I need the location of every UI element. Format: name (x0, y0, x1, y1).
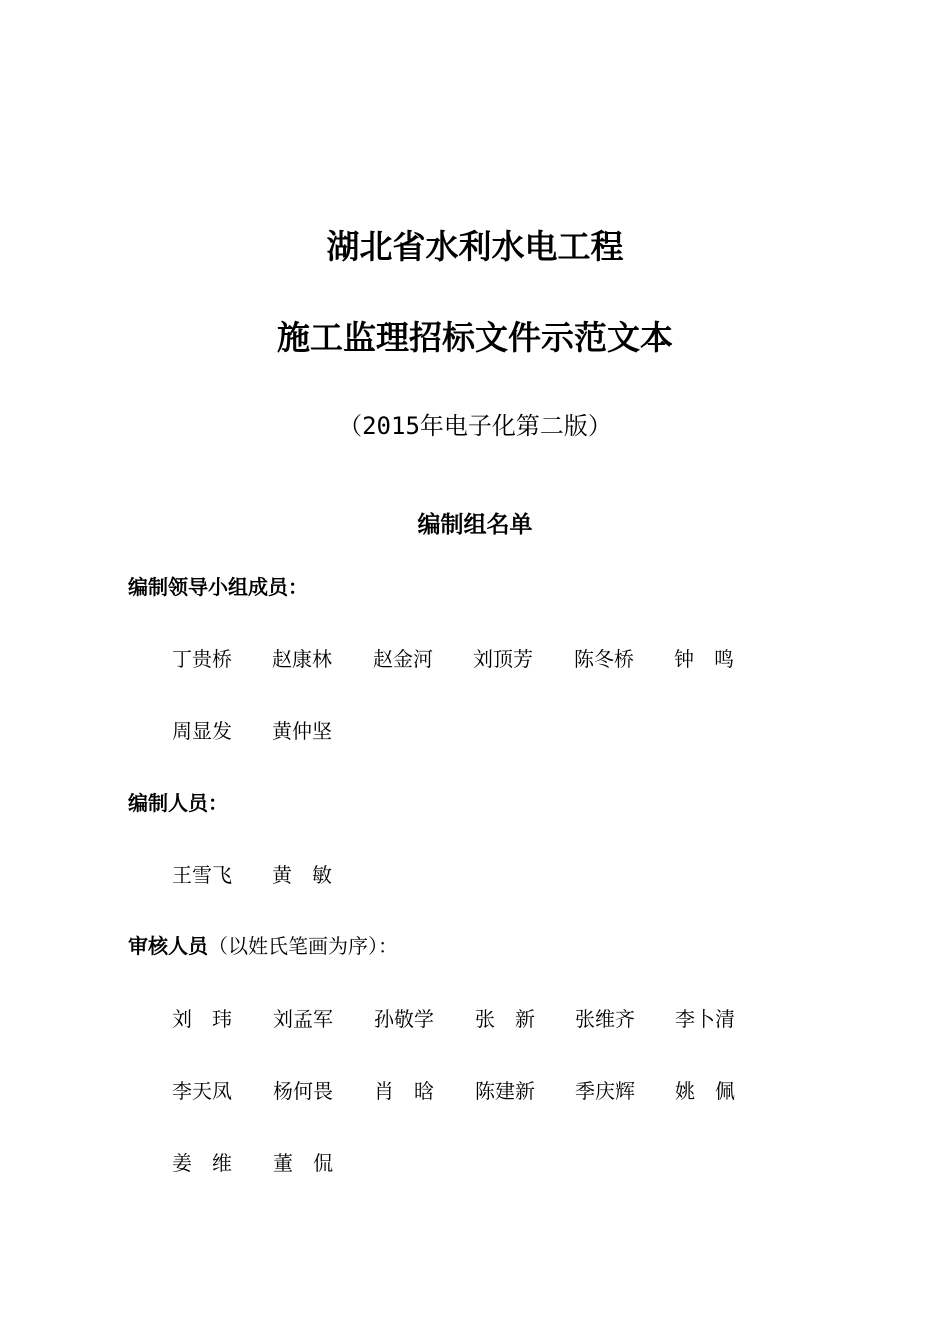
group-label-reviewers (128, 932, 398, 960)
member-name: 孙敬学 (374, 1007, 434, 1031)
member-name: 刘孟军 (273, 1007, 333, 1031)
member-name: 黄 敏 (272, 863, 332, 887)
section-heading: 编制组名单 (417, 512, 533, 538)
member-name: 黄仲坚 (272, 719, 332, 743)
group-label-text: 编制人员： (128, 791, 228, 815)
member-name: 赵金河 (373, 647, 433, 671)
group-label-compilers (128, 789, 228, 817)
member-name: 肖 晗 (374, 1079, 434, 1103)
member-name: 刘顶芳 (473, 647, 533, 671)
member-name: 赵康林 (272, 647, 332, 671)
member-name: 季庆辉 (575, 1079, 635, 1103)
member-name: 杨何畏 (273, 1079, 333, 1103)
name-row (172, 860, 872, 890)
member-name: 张维齐 (575, 1007, 635, 1031)
group-label-note: （以姓氏笔画为序）： (208, 934, 398, 958)
member-name: 李天凤 (172, 1079, 232, 1103)
name-row (172, 1004, 872, 1034)
group-label-text: 审核人员 (128, 934, 208, 958)
member-name: 刘 玮 (172, 1007, 232, 1031)
document-title-line1: 湖北省水利水电工程 (326, 227, 624, 266)
name-row (172, 1076, 872, 1106)
member-name: 陈冬桥 (574, 647, 634, 671)
name-row (172, 644, 872, 674)
member-name: 姜 维 (172, 1151, 232, 1175)
member-name: 丁贵桥 (172, 647, 232, 671)
name-row (172, 716, 872, 746)
member-name: 陈建新 (475, 1079, 535, 1103)
name-row (172, 1148, 872, 1178)
member-name: 周显发 (172, 719, 232, 743)
edition-subtitle: （2015年电子化第二版） (338, 412, 612, 440)
member-name: 王雪飞 (172, 863, 232, 887)
member-name: 张 新 (475, 1007, 535, 1031)
member-name: 钟 鸣 (674, 647, 734, 671)
group-label-leadership (128, 573, 308, 601)
member-name: 李卜清 (675, 1007, 735, 1031)
member-name: 董 侃 (273, 1151, 333, 1175)
member-name: 姚 佩 (675, 1079, 735, 1103)
group-label-text: 编制领导小组成员： (128, 575, 308, 599)
document-title-line2: 施工监理招标文件示范文本 (277, 318, 673, 357)
